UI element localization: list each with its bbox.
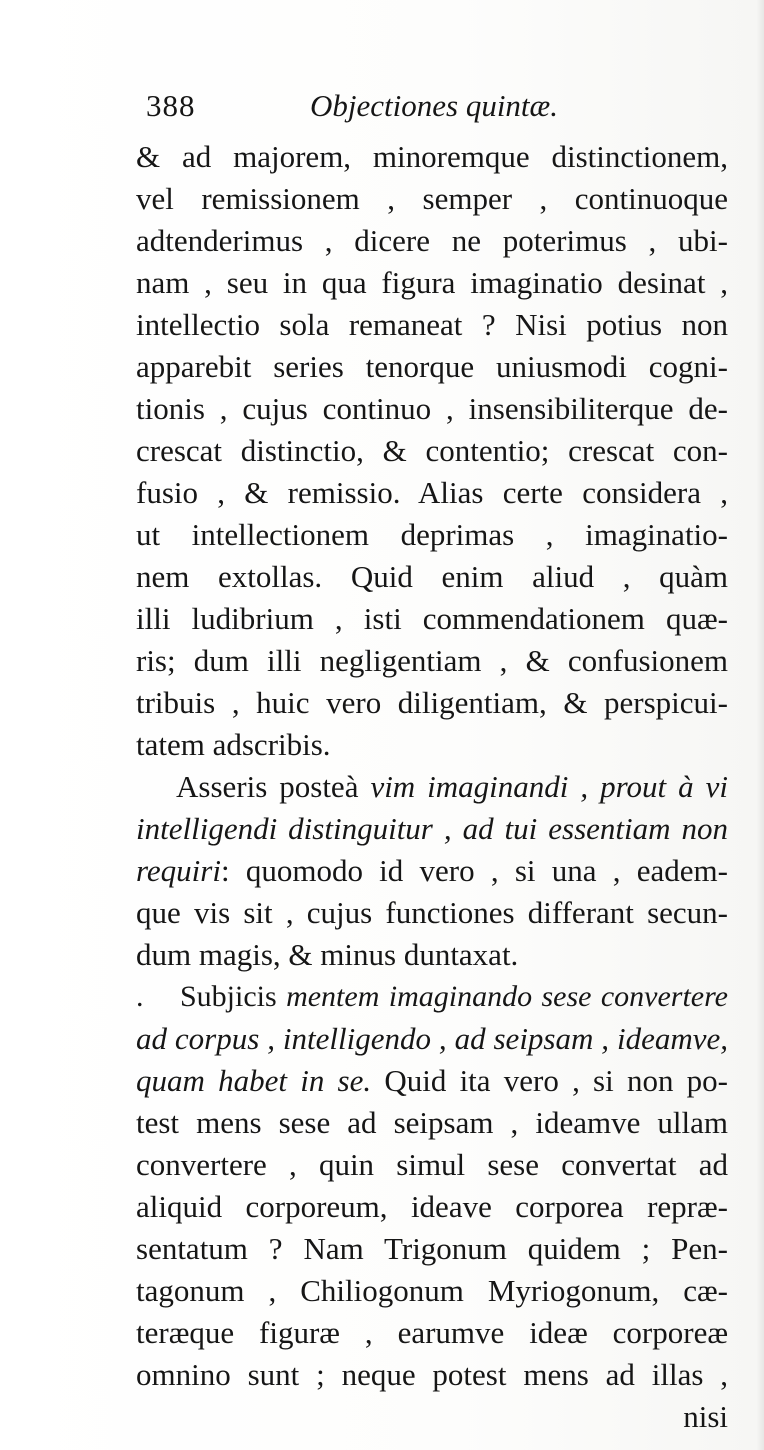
text-line: & ad majorem, minoremque distinctionem, bbox=[136, 139, 728, 174]
text-line: tribuis , huic vero diligentiam, & perspicui- bbox=[136, 685, 728, 720]
italic-run: quam habet in se. bbox=[136, 1063, 372, 1098]
text-line: nem extollas. Quid enim aliud , quàm bbox=[136, 559, 728, 594]
roman-run: Quid ita vero , si non po- bbox=[371, 1063, 728, 1098]
roman-run: Subjicis bbox=[180, 980, 287, 1013]
page-edge-shadow bbox=[756, 0, 764, 1450]
paragraph-2-line bbox=[136, 808, 728, 850]
text-line: fusio , & remissio. Alias certe considera , bbox=[136, 475, 728, 510]
page-number: 388 bbox=[146, 88, 196, 123]
paragraph-3-line: aliquid corporeum, ideave corporea repræ- bbox=[136, 1189, 728, 1224]
paragraph-3-line: omnino sunt ; neque potest mens ad illas , bbox=[136, 1357, 728, 1392]
catchword: nisi bbox=[683, 1399, 728, 1434]
paragraph-2-line: dum magis, & minus duntaxat. bbox=[136, 937, 519, 972]
body-text bbox=[136, 136, 728, 1438]
text-line: crescat distinctio, & contentio; crescat con- bbox=[136, 433, 728, 468]
italic-run: requiri bbox=[136, 853, 221, 888]
roman-run: Asseris posteà bbox=[176, 769, 371, 804]
paragraph-3-line: convertere , quin simul sese convertat ad bbox=[136, 1147, 728, 1182]
paragraph-3-line: sentatum ? Nam Trigonum quidem ; Pen- bbox=[136, 1231, 728, 1266]
italic-run: mentem imaginando sese convertere bbox=[286, 980, 728, 1013]
page-header bbox=[146, 84, 706, 128]
text-line: adtenderimus , dicere ne poterimus , ubi- bbox=[136, 223, 728, 258]
paragraph-2-line bbox=[136, 766, 728, 808]
text-line: illi ludibrium , isti commendationem quæ- bbox=[136, 601, 728, 636]
roman-run: : quomodo id vero , si una , eadem- bbox=[220, 853, 728, 888]
paragraph-2-line: que vis sit , cujus functiones differant secun- bbox=[136, 895, 728, 930]
paragraph-3-line bbox=[136, 976, 728, 1018]
text-line: ut intellectionem deprimas , imaginatio- bbox=[136, 517, 728, 552]
paragraph-3-line: tagonum , Chiliogonum Myriogonum, cæ- bbox=[136, 1273, 728, 1308]
text-line: vel remissionem , semper , continuoque bbox=[136, 181, 728, 216]
paragraph-2-line bbox=[136, 850, 728, 892]
italic-run: vim imaginandi , prout à vi bbox=[370, 769, 728, 804]
paragraph-3-line: test mens sese ad seipsam , ideamve ullam bbox=[136, 1105, 728, 1140]
text-line: tatem adscribis. bbox=[136, 727, 331, 762]
text-line: apparebit series tenorque uniusmodi cogni- bbox=[136, 349, 728, 384]
italic-run: intelligendi distinguitur , ad tui essentiam non bbox=[136, 811, 728, 846]
paragraph-3-line: teræque figuræ , earumve ideæ corporeæ bbox=[136, 1315, 728, 1350]
text-line: nam , seu in qua figura imaginatio desinat , bbox=[136, 265, 728, 300]
text-line: intellectio sola remaneat ? Nisi potius non bbox=[136, 307, 728, 342]
paragraph-3-line bbox=[136, 1060, 728, 1102]
running-head: Objectiones quintæ. bbox=[310, 88, 558, 123]
italic-run: ad corpus , intelligendo , ad seipsam , ideamve, bbox=[136, 1021, 728, 1056]
stray-dot-mark: . bbox=[136, 980, 144, 1013]
text-line: ris; dum illi negligentiam , & confusionem bbox=[136, 643, 728, 678]
text-line: tionis , cujus continuo , insensibiliterque de- bbox=[136, 391, 728, 426]
paragraph-3-line bbox=[136, 1018, 728, 1060]
